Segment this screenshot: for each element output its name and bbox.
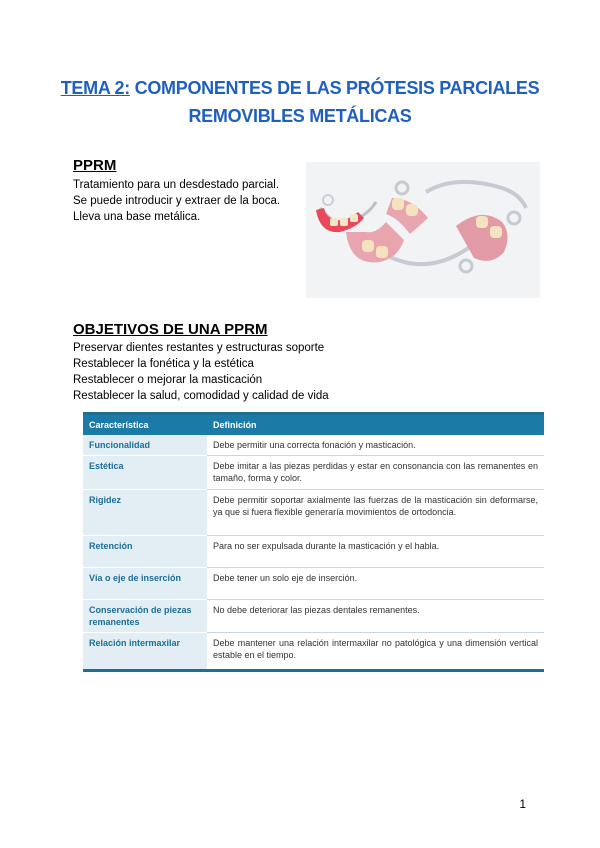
objetivo-item: Restablecer la fonética y la estética bbox=[73, 358, 254, 370]
title-tema: TEMA 2: bbox=[60, 78, 130, 98]
objetivos-heading: OBJETIVOS DE UNA PPRM bbox=[73, 321, 268, 338]
row-value: Debe permitir soportar axialmente las fuerzas de la masticación sin deformarse, ya que si fuera flexible generaría movimientos de ortodoncia. bbox=[207, 490, 544, 536]
table-row bbox=[83, 633, 544, 671]
page-title bbox=[40, 74, 560, 130]
row-key: Conservación de piezas remanentes bbox=[83, 600, 207, 633]
row-value: Debe permitir una correcta fonación y masticación. bbox=[207, 435, 544, 456]
characteristics-table bbox=[83, 412, 544, 672]
table-row bbox=[83, 600, 544, 633]
objetivo-item: Preservar dientes restantes y estructuras soporte bbox=[73, 342, 325, 354]
header-definicion: Definición bbox=[207, 414, 544, 436]
row-value: Debe imitar a las piezas perdidas y estar en consonancia con las remanentes en tamaño, forma y color. bbox=[207, 456, 544, 490]
table-row bbox=[83, 536, 544, 568]
pprm-line: Se puede introducir y extraer de la boca. bbox=[73, 195, 281, 207]
row-value: No debe deteriorar las piezas dentales remanentes. bbox=[207, 600, 544, 633]
table-row bbox=[83, 456, 544, 490]
table-header-row bbox=[83, 414, 544, 436]
objetivo-item: Restablecer la salud, comodidad y calidad de vida bbox=[73, 390, 329, 402]
table-row bbox=[83, 490, 544, 536]
title-line-2: REMOVIBLES METÁLICAS bbox=[188, 106, 412, 126]
header-caracteristica: Característica bbox=[83, 414, 207, 436]
denture-photo bbox=[306, 162, 540, 298]
row-value: Debe mantener una relación intermaxilar no patológica y una dimensión vertical estable en el tiempo. bbox=[207, 633, 544, 671]
table-row bbox=[83, 435, 544, 456]
pprm-description bbox=[73, 177, 280, 225]
row-value: Para no ser expulsada durante la masticación y el habla. bbox=[207, 536, 544, 568]
row-key: Rigidez bbox=[83, 490, 207, 536]
page-number: 1 bbox=[519, 797, 526, 811]
title-main: COMPONENTES DE LAS PRÓTESIS PARCIALES bbox=[129, 78, 540, 98]
row-value: Debe tener un solo eje de inserción. bbox=[207, 568, 544, 600]
row-key: Funcionalidad bbox=[83, 435, 207, 456]
row-key: Retención bbox=[83, 536, 207, 568]
pprm-line: Lleva una base metálica. bbox=[73, 211, 201, 223]
table-row bbox=[83, 568, 544, 600]
denture-illustration bbox=[306, 162, 540, 298]
row-key: Relación intermaxilar bbox=[83, 633, 207, 671]
row-key: Estética bbox=[83, 456, 207, 490]
pprm-line: Tratamiento para un desdestado parcial. bbox=[73, 179, 280, 191]
objetivos-list bbox=[73, 340, 329, 404]
row-key: Vía o eje de inserción bbox=[83, 568, 207, 600]
pprm-heading: PPRM bbox=[73, 157, 117, 174]
objetivo-item: Restablecer o mejorar la masticación bbox=[73, 374, 263, 386]
